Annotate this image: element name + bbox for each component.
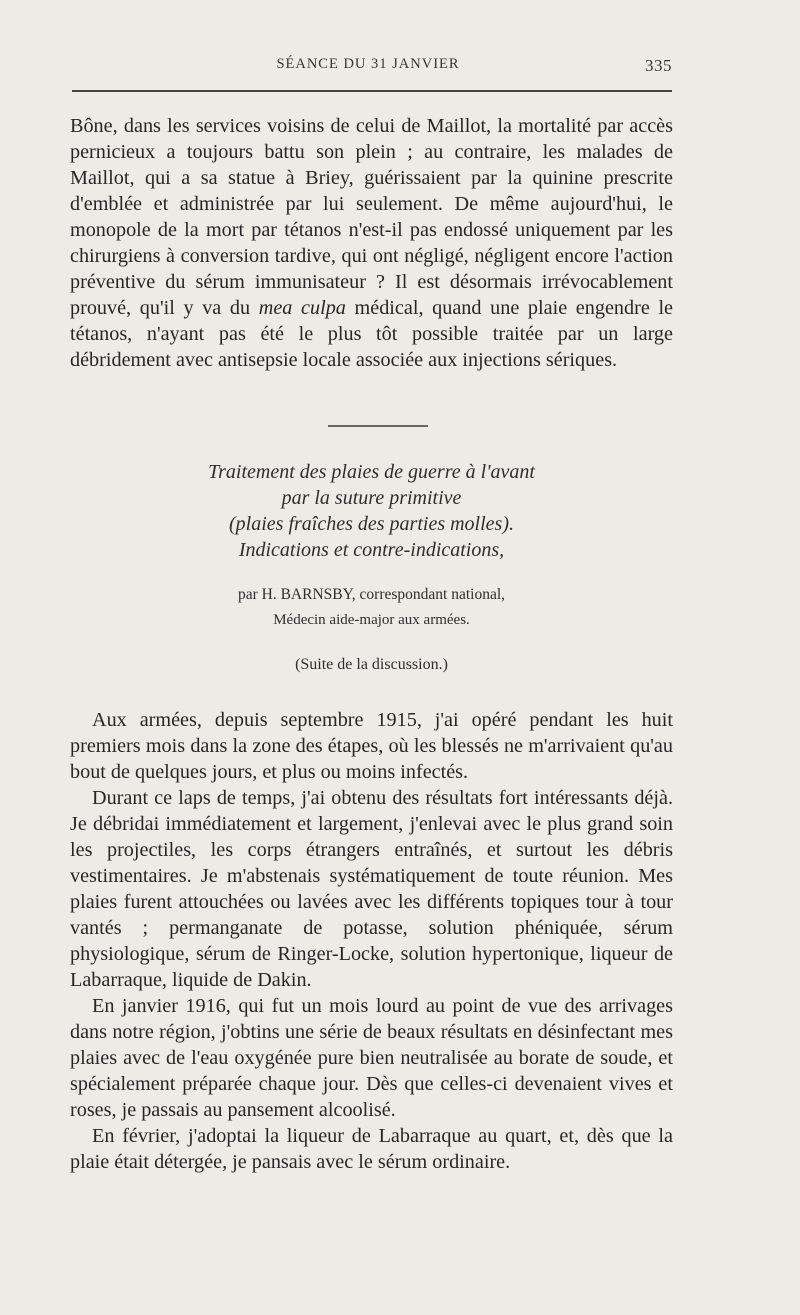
article-body — [70, 707, 673, 1175]
paragraph-italic: mea culpa — [258, 297, 346, 319]
title-line-4: Indications et contre-indications, — [238, 539, 505, 561]
title-line-3: (plaies fraîches des parties molles). — [229, 513, 514, 535]
paragraph-text-end: médical, quand une plaie engendre le tétanos, n'ayant pas été le plus tôt possible traitée par un large débridement avec antisepsie locale associée aux injections sériques. — [70, 297, 674, 371]
author-line: par H. BARNSBY, correspondant national, — [237, 586, 506, 603]
title-line-1: Traitement des plaies de guerre à l'avant — [208, 461, 535, 483]
article-paragraph: En février, j'adoptai la liqueur de Labarraque au quart, et, dès que la plaie était détergée, je pansais avec le sérum ordinaire. — [70, 1125, 673, 1173]
article-paragraph: Aux armées, depuis septembre 1915, j'ai opéré pendant les huit premiers mois dans la zone des étapes, où les blessés ne m'arrivaient qu'au bout de quelques jours, et plus ou moins infectés. — [70, 709, 673, 783]
article-title — [70, 459, 673, 563]
continuation-note: (Suite de la discussion.) — [295, 656, 448, 673]
author-role: Médecin aide-major aux armées. — [273, 612, 470, 628]
paragraph-text: Bône, dans les services voisins de celui de Maillot, la mortalité par accès pernicieux a toujours battu son plein ; au contraire, les malades de Maillot, qui a sa statue à Briey, guérissaient par la quinine prescrite d'emblée et administrée par lui seulement. De même aujourd'hui, le monopole de la mort par tétanos n'est-il pas endossé uniquement par les chirurgiens à conversion tardive, qui ont négligé, négligent encore l'action préventive du sérum immunisateur ? Il est désormais irrévocablement prouvé, qu'il y va du — [70, 115, 673, 319]
running-title: SÉANCE DU 31 JANVIER — [276, 56, 460, 72]
title-line-2: par la suture primitive — [281, 487, 462, 509]
running-header — [64, 56, 672, 80]
header-rule — [72, 90, 672, 92]
article-paragraph: Durant ce laps de temps, j'ai obtenu des résultats fort intéressants déjà. Je débridai immédiatement et largement, j'enlevai avec le plus grand soin les projectiles, les corps étrangers entraînés, et surtout les débris vestimentaires. Je m'abstenais systématiquement de toute réunion. Mes plaies furent attouchées ou lavées avec les différents topiques tour à tour vantés ; permanganate de potasse, solution phéniquée, sérum physiologique, sérum de Ringer-Locke, solution hypertonique, liqueur de Labarraque, liquide de Dakin. — [70, 787, 673, 991]
article-paragraph: En janvier 1916, qui fut un mois lourd au point de vue des arrivages dans notre région, j'obtins une série de beaux résultats en désinfectant mes plaies avec de l'eau oxygénée pure bien neutralisée au borate de soude, et spécialement préparée chaque jour. Dès que celles-ci devenaient vives et roses, je passais au pansement alcoolisé. — [70, 995, 673, 1121]
opening-paragraph — [70, 113, 673, 373]
page-number: 335 — [645, 56, 672, 75]
section-separator — [328, 425, 428, 427]
